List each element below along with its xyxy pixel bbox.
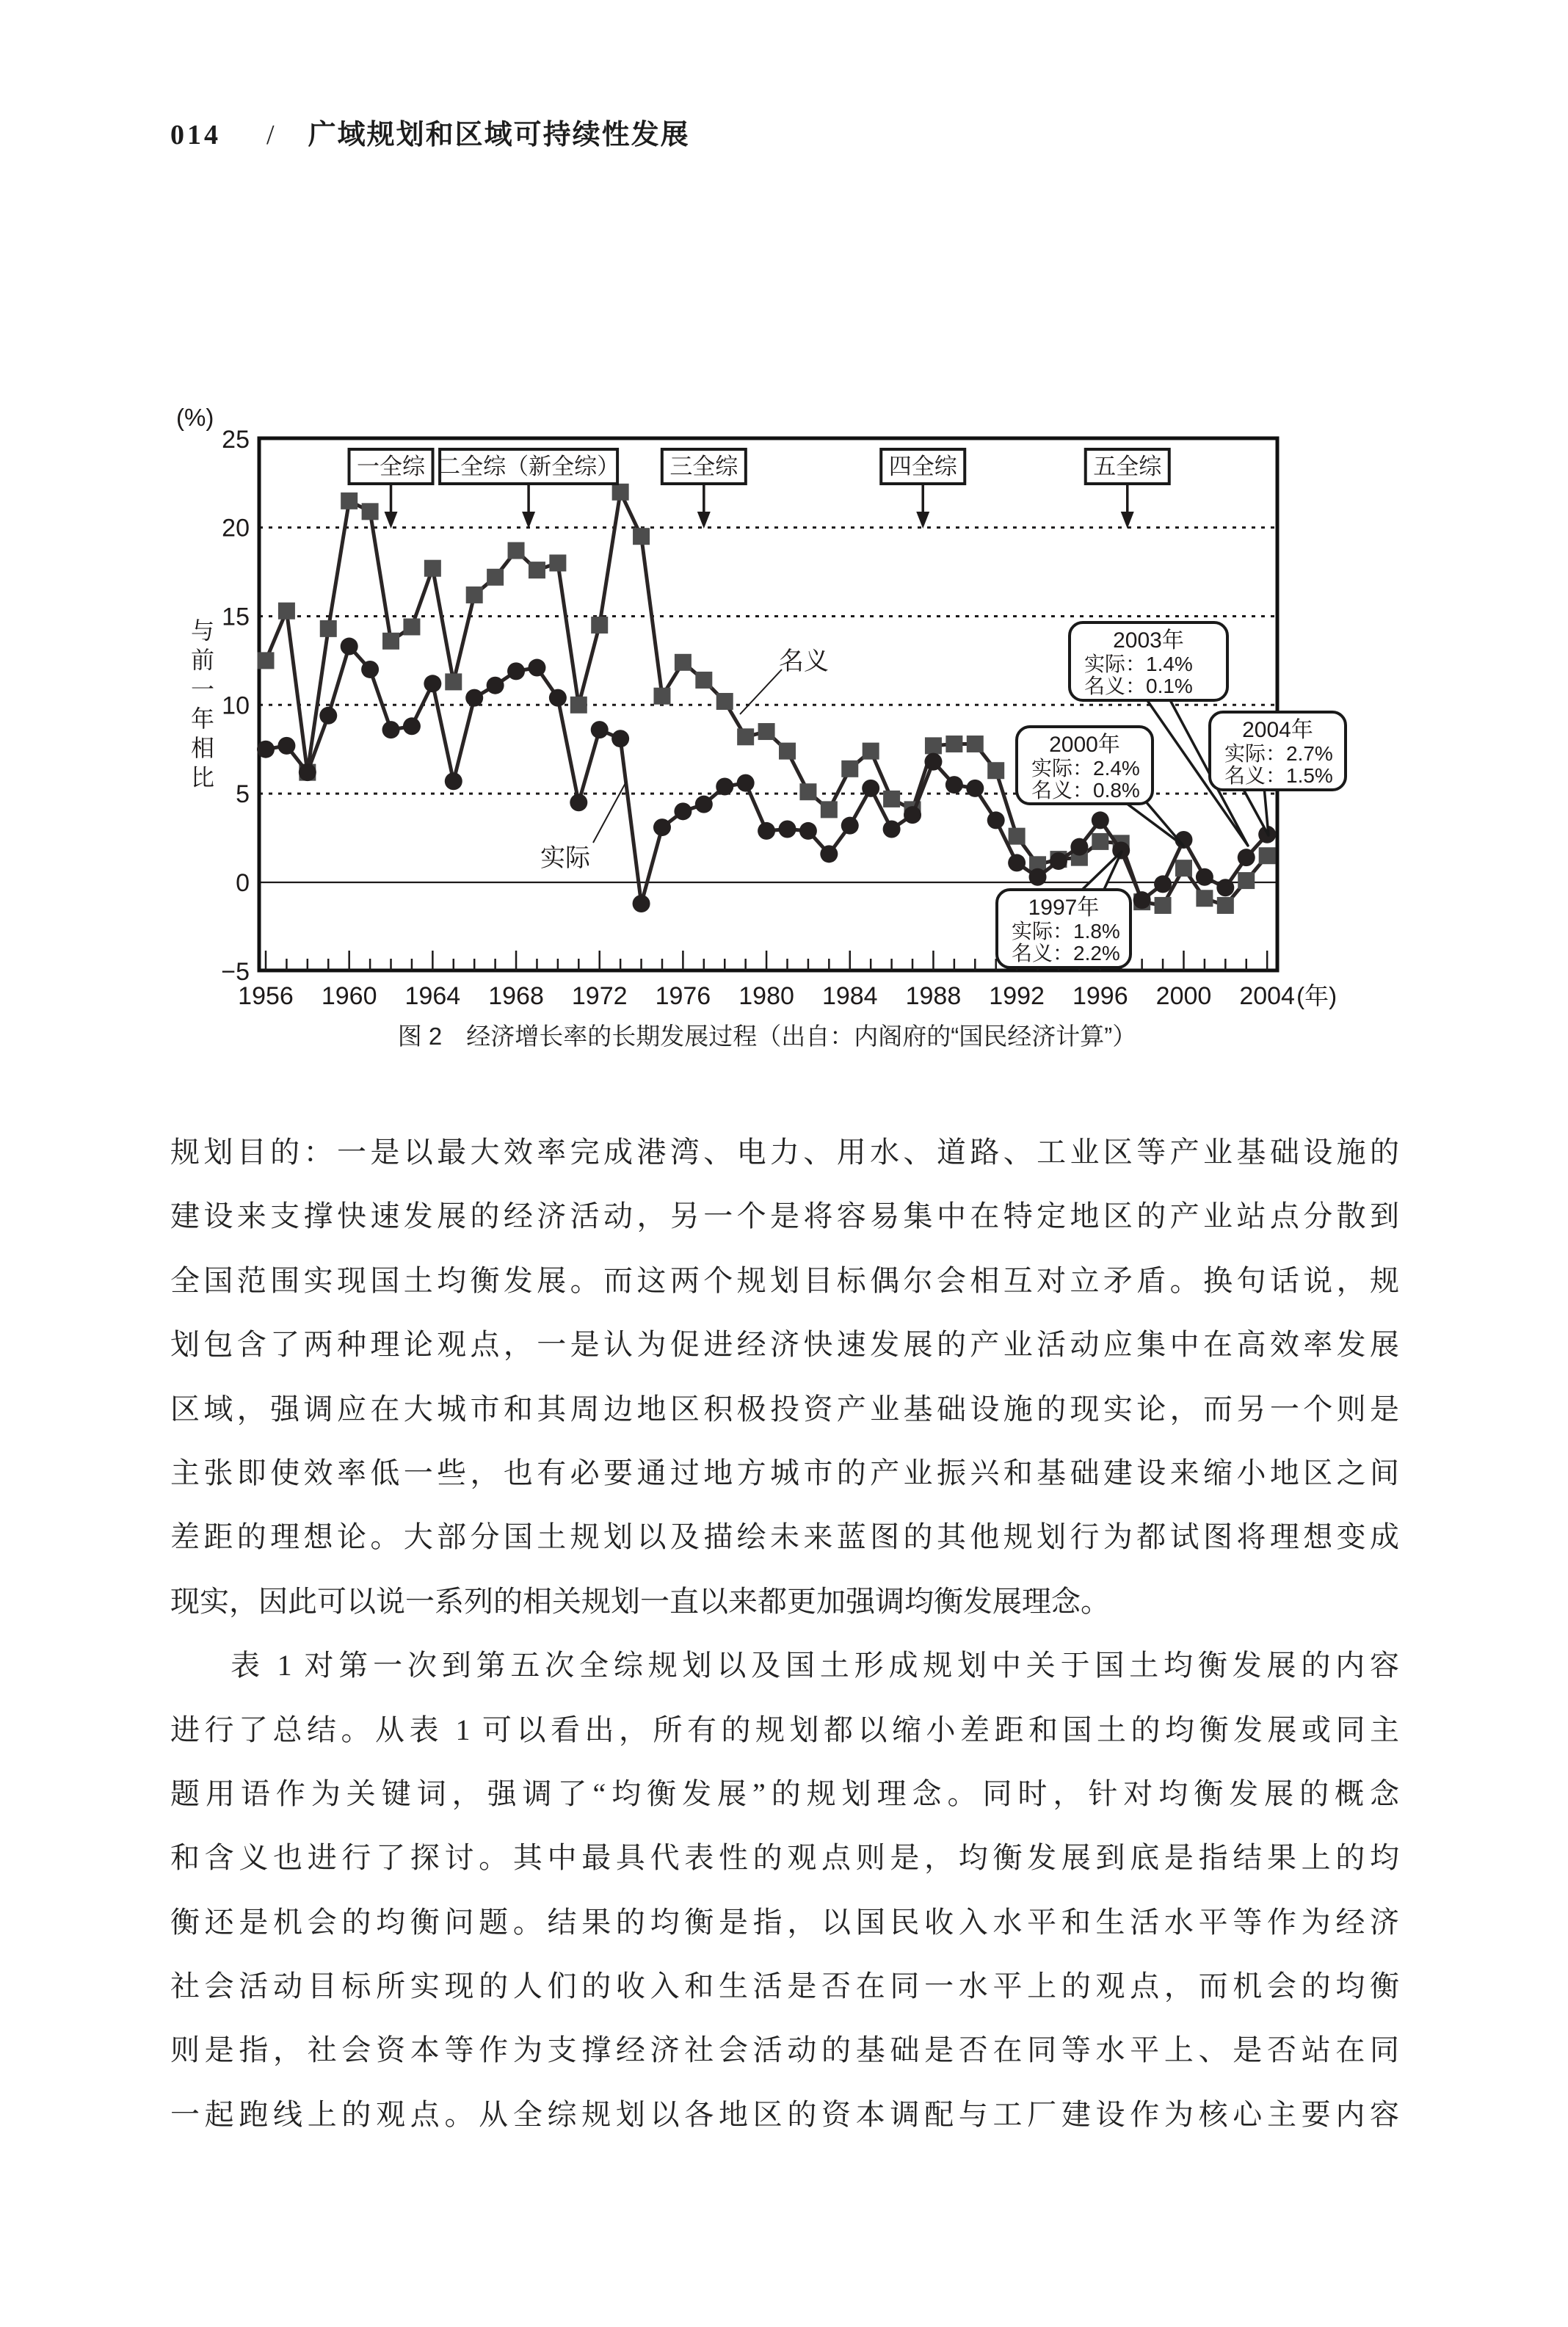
real-marker-1966 xyxy=(465,689,483,707)
real-marker-1990 xyxy=(966,780,984,797)
y-tick-label-10: 10 xyxy=(222,691,250,720)
real-marker-1961 xyxy=(361,661,379,678)
real-marker-1959 xyxy=(319,707,337,725)
x-tick-label-1996: 1996 xyxy=(1072,982,1128,1010)
real-marker-1985 xyxy=(862,780,879,797)
nominal-marker-1988 xyxy=(925,737,942,754)
chapter-title: 广域规划和区域可持续性发展 xyxy=(308,120,690,150)
real-marker-1981 xyxy=(779,820,796,838)
x-tick-label-1980: 1980 xyxy=(738,982,794,1010)
callout-title-c2000: 2000年 xyxy=(1049,733,1120,757)
body-line-13: 衡还是机会的均衡问题。结果的均衡是指，以国民收入水平和生活水平等作为经济 xyxy=(170,1905,1399,1939)
real-marker-1977 xyxy=(695,796,713,813)
callout-title-c1997: 1997年 xyxy=(1028,896,1100,920)
nominal-marker-2002 xyxy=(1217,897,1234,914)
real-marker-1979 xyxy=(737,774,755,792)
nominal-marker-1999 xyxy=(1155,897,1172,914)
real-marker-1982 xyxy=(799,822,817,840)
real-marker-1988 xyxy=(924,753,942,771)
nominal-marker-1957 xyxy=(278,603,295,620)
header-divider: / xyxy=(266,120,275,150)
plan-arrow-head-icon xyxy=(916,512,929,529)
real-marker-1965 xyxy=(445,772,462,790)
real-marker-1992 xyxy=(1008,854,1026,871)
nominal-marker-1967 xyxy=(487,569,504,586)
nominal-marker-1965 xyxy=(445,673,462,690)
x-tick-label-2004: 2004 xyxy=(1239,982,1295,1010)
y-axis-unit-label: (%) xyxy=(176,404,214,431)
x-tick-label-1992: 1992 xyxy=(989,982,1045,1010)
body-line-1: 规划目的：一是以最大效率完成港湾、电力、用水、道路、工业区等产业基础设施的 xyxy=(170,1136,1399,1169)
real-marker-1960 xyxy=(341,638,358,656)
real-marker-1995 xyxy=(1070,838,1088,856)
nominal-marker-1981 xyxy=(779,743,796,760)
x-tick-label-1976: 1976 xyxy=(655,982,711,1010)
real-pointer-line xyxy=(593,782,626,843)
nominal-marker-1984 xyxy=(841,760,858,777)
real-marker-1968 xyxy=(507,662,525,680)
real-marker-1967 xyxy=(487,677,504,694)
real-marker-1970 xyxy=(549,689,567,707)
real-marker-2002 xyxy=(1216,879,1234,896)
callout-wedge-c2000 xyxy=(1123,801,1183,846)
real-marker-1964 xyxy=(424,675,441,692)
body-line-2: 建设来支撑快速发展的经济活动，另一个是将容易集中在特定地区的产业站点分散到 xyxy=(170,1199,1399,1233)
nominal-marker-1963 xyxy=(403,618,420,635)
real-marker-1969 xyxy=(528,659,545,677)
nominal-marker-2003 xyxy=(1238,872,1255,889)
real-marker-1987 xyxy=(904,806,921,824)
callout-nominal-c2004: 名义：1.5% xyxy=(1224,764,1333,787)
x-tick-label-1960: 1960 xyxy=(321,982,377,1010)
body-line-16: 一起跑线上的观点。从全综规划以各地区的资本调配与工厂建设作为核心主要内容 xyxy=(170,2097,1399,2131)
real-marker-1971 xyxy=(570,794,587,811)
x-tick-label-1956: 1956 xyxy=(238,982,294,1010)
y-tick-label--5: −5 xyxy=(221,957,250,986)
real-marker-1973 xyxy=(611,730,629,747)
real-marker-1994 xyxy=(1050,852,1067,870)
body-line-9: 表 1 对第一次到第五次全综规划以及国土形成规划中关于国土均衡发展的内容 xyxy=(231,1649,1399,1682)
nominal-marker-1959 xyxy=(320,620,337,637)
body-line-3: 全国范围实现国土均衡发展。而这两个规划目标偶尔会相互对立矛盾。换句话说，规 xyxy=(170,1263,1399,1297)
body-line-12: 和含义也进行了探讨。其中最具代表性的观点则是，均衡发展到底是指结果上的均 xyxy=(170,1841,1399,1875)
plan-label-text-2: 三全综 xyxy=(669,454,738,479)
body-line-4: 划包含了两种理论观点，一是认为促进经济快速发展的产业活动应集中在高效率发展 xyxy=(170,1328,1399,1362)
body-line-8: 现实，因此可以说一系列的相关规划一直以来都更加强调均衡发展理念。 xyxy=(170,1584,1110,1618)
real-marker-2001 xyxy=(1196,868,1213,886)
real-series-label: 实际 xyxy=(540,844,590,872)
nominal-marker-1970 xyxy=(549,554,566,571)
real-marker-1958 xyxy=(299,763,316,781)
y-tick-label-25: 25 xyxy=(222,425,250,454)
callout-title-c2003: 2003年 xyxy=(1113,628,1184,653)
real-marker-1989 xyxy=(945,776,963,794)
x-tick-label-1988: 1988 xyxy=(905,982,962,1010)
nominal-marker-1956 xyxy=(258,652,275,669)
real-marker-1976 xyxy=(674,802,692,820)
plan-label-text-3: 四全综 xyxy=(888,454,957,479)
real-marker-1972 xyxy=(591,721,609,738)
nominal-marker-1968 xyxy=(508,542,525,559)
nominal-marker-1974 xyxy=(633,528,650,545)
real-marker-1975 xyxy=(653,818,671,836)
x-tick-label-1964: 1964 xyxy=(404,982,461,1010)
figure-2-growth-chart xyxy=(169,396,1402,1061)
real-marker-1974 xyxy=(633,895,650,912)
nominal-marker-1973 xyxy=(612,484,629,501)
body-line-10: 进行了总结。从表 1 可以看出，所有的规划都以缩小差距和国土的均衡发展或同主 xyxy=(170,1713,1399,1746)
body-text xyxy=(170,1120,1399,2146)
nominal-marker-1980 xyxy=(758,723,775,740)
y-tick-label-0: 0 xyxy=(236,869,250,897)
callout-title-c2004: 2004年 xyxy=(1242,718,1313,742)
plan-label-text-1: 二全综（新全综） xyxy=(438,454,620,479)
plan-arrow-head-icon xyxy=(522,512,535,529)
nominal-marker-1960 xyxy=(341,493,357,509)
nominal-marker-1992 xyxy=(1009,828,1026,845)
callout-real-c2000: 实际：2.4% xyxy=(1031,757,1140,780)
nominal-marker-1979 xyxy=(737,728,754,745)
real-marker-1962 xyxy=(382,721,400,738)
callout-real-c1997: 实际：1.8% xyxy=(1012,920,1120,943)
nominal-marker-1983 xyxy=(821,801,838,818)
real-marker-1996 xyxy=(1092,811,1109,829)
nominal-marker-1991 xyxy=(987,762,1004,779)
x-tick-label-2000: 2000 xyxy=(1155,982,1212,1010)
nominal-marker-1982 xyxy=(799,783,816,800)
nominal-marker-1977 xyxy=(695,672,712,689)
real-marker-1978 xyxy=(716,777,733,795)
real-marker-1991 xyxy=(987,811,1005,829)
real-marker-1980 xyxy=(758,822,775,840)
real-marker-1986 xyxy=(883,820,901,838)
body-line-14: 社会活动目标所实现的人们的收入和生活是否在同一水平上的观点，而机会的均衡 xyxy=(170,1970,1399,2003)
plan-arrow-head-icon xyxy=(1121,512,1134,529)
nominal-marker-1996 xyxy=(1092,833,1108,850)
real-marker-1998 xyxy=(1133,891,1151,909)
callout-nominal-c2003: 名义：0.1% xyxy=(1084,675,1193,697)
x-tick-label-1984: 1984 xyxy=(821,982,878,1010)
page-number: 014 xyxy=(170,120,221,150)
nominal-series-label: 名义 xyxy=(779,647,829,675)
plan-arrow-head-icon xyxy=(385,512,398,529)
callout-wedge-c2004 xyxy=(1242,787,1268,835)
y-tick-label-20: 20 xyxy=(222,514,250,542)
nominal-marker-2004 xyxy=(1259,847,1276,864)
nominal-marker-1971 xyxy=(570,697,587,714)
plan-arrow-head-icon xyxy=(697,512,711,529)
nominal-marker-1985 xyxy=(863,743,879,760)
real-marker-1957 xyxy=(277,737,295,755)
real-marker-1983 xyxy=(820,845,838,863)
callout-real-c2003: 实际：1.4% xyxy=(1084,653,1193,675)
nominal-marker-2001 xyxy=(1196,890,1213,907)
callout-nominal-c1997: 名义：2.2% xyxy=(1012,942,1120,965)
plan-label-text-4: 五全综 xyxy=(1093,454,1162,479)
real-marker-1956 xyxy=(257,741,275,758)
x-tick-label-1968: 1968 xyxy=(488,982,544,1010)
nominal-marker-2000 xyxy=(1175,860,1192,876)
plan-label-text-0: 一全综 xyxy=(357,454,426,479)
figure-caption: 图 2 经济增长率的长期发展过程（出自：内阁府的“国民经济计算”） xyxy=(397,1023,1137,1050)
callout-nominal-c2000: 名义：0.8% xyxy=(1031,779,1140,802)
body-line-11: 题用语作为关键词，强调了“均衡发展”的规划理念。同时，针对均衡发展的概念 xyxy=(170,1776,1399,1810)
nominal-marker-1964 xyxy=(424,560,441,577)
callout-real-c2004: 实际：2.7% xyxy=(1224,742,1333,765)
body-line-5: 区域，强调应在大城市和其周边地区积极投资产业基础设施的现实论，而另一个则是 xyxy=(170,1392,1399,1426)
nominal-marker-1961 xyxy=(362,503,379,520)
y-tick-label-15: 15 xyxy=(222,603,250,631)
real-marker-1984 xyxy=(841,817,859,835)
nominal-marker-1989 xyxy=(945,736,962,752)
nominal-marker-1976 xyxy=(675,654,692,671)
body-line-15: 则是指，社会资本等作为支撑经济社会活动的基础是否在同等水平上、是否站在同 xyxy=(170,2033,1399,2067)
real-marker-1993 xyxy=(1029,868,1047,886)
nominal-marker-1972 xyxy=(591,617,608,634)
nominal-marker-1966 xyxy=(466,587,483,603)
nominal-marker-1975 xyxy=(653,688,670,705)
page-header xyxy=(170,117,1418,153)
real-marker-2003 xyxy=(1238,849,1255,866)
body-line-6: 主张即使效率低一些，也有必要通过地方城市的产业振兴和基础建设来缩小地区之间 xyxy=(170,1456,1399,1489)
nominal-marker-1962 xyxy=(382,633,399,650)
nominal-marker-1986 xyxy=(883,791,900,807)
x-axis-unit-label: (年) xyxy=(1296,982,1337,1009)
nominal-pointer-line xyxy=(740,669,782,714)
economic-growth-line-chart xyxy=(169,396,1402,1061)
nominal-marker-1978 xyxy=(716,693,733,710)
nominal-marker-1969 xyxy=(529,562,545,578)
x-tick-label-1972: 1972 xyxy=(571,982,628,1010)
nominal-marker-1990 xyxy=(967,736,984,752)
real-marker-1999 xyxy=(1154,875,1172,893)
body-line-7: 差距的理想论。大部分国土规划以及描绘未来蓝图的其他规划行为都试图将理想变成 xyxy=(170,1520,1399,1554)
real-marker-1963 xyxy=(403,717,421,735)
y-axis-title: 与前一年相比 xyxy=(190,617,215,791)
y-tick-label-5: 5 xyxy=(236,780,250,809)
